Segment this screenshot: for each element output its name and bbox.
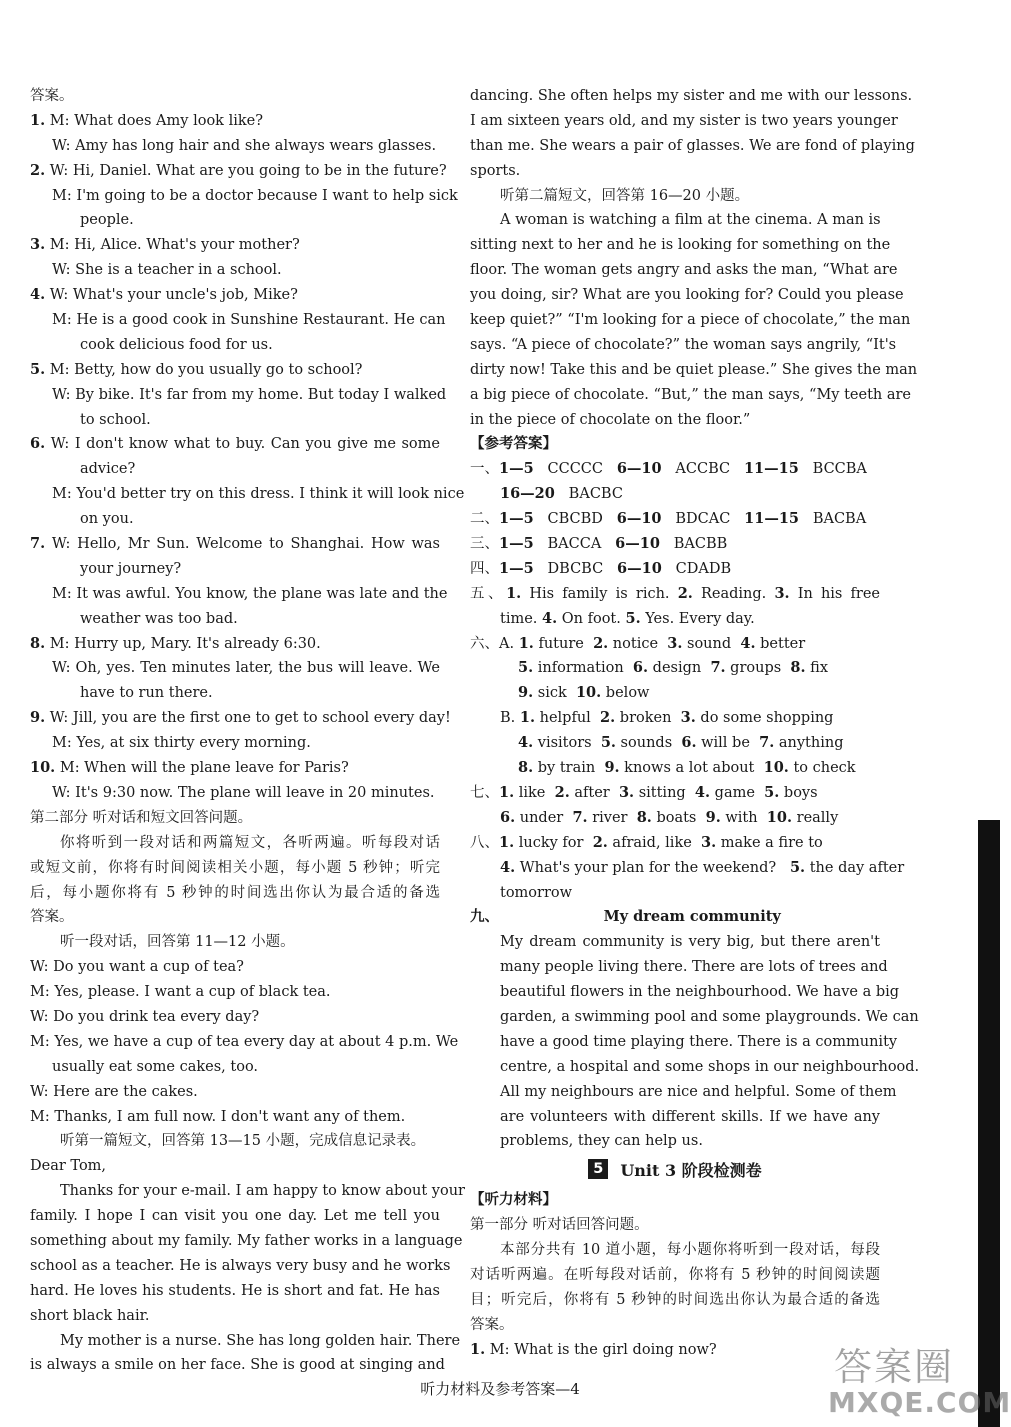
text-line: 五、1. His family is rich. 2. Reading. 3. In his free [470,584,880,602]
left-column [30,84,465,1378]
text-line: 二、1—5 CBCBD 6—10 BDCAC 11—15 BACBA [470,510,867,528]
text-line: 2. W: Hi, Daniel. What are you going to be in the future? [30,161,447,179]
text-line: 9. W: Jill, you are the first one to get to school every day! [30,709,451,727]
text-line: 后，每小题你将有 5 秒钟的时间选出你认为最合适的备选 [30,884,440,901]
right-top-block [470,84,918,905]
text-line: M: Yes, please. I want a cup of black tea. [30,984,331,1001]
essay-line: garden, a swimming pool and some playgrounds. We can [500,1008,919,1025]
watermark-url: MXQE.COM [828,1386,1011,1419]
text-line: keep quiet?” “I'm looking for a piece of chocolate,” the man [470,312,911,329]
text-line: you doing, sir? What are you looking for? Could you please [470,287,904,304]
essay-line: problems, they can help us. [500,1133,703,1150]
text-line: W: Oh, yes. Ten minutes later, the bus will leave. We [52,660,440,677]
text-line: 10. M: When will the plane leave for Paris? [30,759,349,777]
text-line: sports. [470,162,521,179]
edge-tab-bar [978,820,1000,1427]
text-line: a big piece of chocolate. “But,” the man says, “My teeth are [470,386,912,403]
text-line: time. 4. On foot. 5. Yes. Every day. [500,609,755,627]
text-line: 听第一篇短文，回答第 13—15 小题，完成信息记录表。 [60,1133,426,1150]
text-line: M: Yes, we have a cup of tea every day at about 4 p.m. We [30,1033,459,1050]
text-line: 听一段对话，回答第 11—12 小题。 [60,934,295,951]
essay-line: have a good time playing there. There is a community [500,1033,898,1050]
text-line: M: He is a good cook in Sunshine Restaurant. He can [52,312,446,329]
text-line: I am sixteen years old, and my sister is two years younger [470,112,898,129]
text-line: 或短文前，你将有时间阅读相关小题，每小题 5 秒钟；听完 [30,859,440,876]
text-line: dirty now! Take this and be quiet please.” She gives the man [470,361,918,378]
text-line: 对话听两遍。在听每段对话前，你将有 5 秒钟的时间阅读题 [470,1266,880,1283]
text-line: people. [80,212,134,229]
text-line: M: Yes, at six thirty every morning. [52,735,311,752]
text-line: have to run there. [80,685,213,702]
text-line: 听第二篇短文，回答第 16—20 小题。 [500,187,750,204]
text-line: 1. M: What is the girl doing now? [470,1340,717,1358]
text-line: M: It was awful. You know, the plane was late and the [52,585,448,602]
text-line: is always a smile on her face. She is good at singing and [30,1357,445,1374]
text-line: 三、1—5 BACCA 6—10 BACBB [470,535,728,553]
text-line: usually eat some cakes, too. [52,1058,259,1075]
essay-line: many people living there. There are lots of trees and [500,959,888,976]
text-line: W: Here are the cakes. [30,1083,198,1100]
text-line: tomorrow [500,884,573,901]
essay-block [470,930,920,1154]
text-line: Thanks for your e-mail. I am happy to know about your [60,1183,465,1200]
text-line: W: It's 9:30 now. The plane will leave in 20 minutes. [52,784,435,801]
text-line: Dear Tom, [30,1158,107,1175]
text-line: advice? [80,461,136,478]
text-line: dancing. She often helps my sister and me with our lessons. [470,88,913,104]
watermark-logo [828,1330,1011,1422]
text-line: to school. [80,411,151,428]
unit-title: Unit 3 阶段检测卷 [620,1160,762,1180]
text-line: W: Do you drink tea every day? [30,1008,260,1025]
page-footer: 听力材料及参考答案—4 [420,1380,580,1398]
text-line: in the piece of chocolate on the floor.” [470,411,751,428]
text-line: 第二部分 听对话和短文回答问题。 [30,809,253,826]
text-line: 本部分共有 10 道小题，每小题你将听到一段对话，每段 [500,1242,880,1259]
text-line: 4. What's your plan for the weekend? 5. the day after [500,858,905,876]
essay-title: My dream community [603,908,781,926]
essay-line: are volunteers with different skills. If we have any [500,1108,880,1125]
text-line: 四、1—5 DBCBC 6—10 CDADB [470,559,732,577]
text-line: hard. He loves his students. He is short and fat. He has [30,1282,440,1299]
text-line: 你将听到一段对话和两篇短文，各听两遍。听每段对话 [60,834,440,851]
right-column [470,84,920,1363]
text-line: 目；听完后，你将有 5 秒钟的时间选出你认为最合适的备选 [470,1291,880,1308]
text-line: M: Thanks, I am full now. I don't want any of them. [30,1108,406,1125]
text-line: 答案。 [30,909,74,926]
unit-header [470,1156,880,1182]
text-line: cook delicious food for us. [80,336,273,353]
text-line: 6. W: I don't know what to buy. Can you give me some [30,435,440,453]
text-line: W: By bike. It's far from my home. But today I walked [52,386,447,403]
text-line: 第一部分 听对话回答问题。 [470,1217,649,1234]
text-line: W: Amy has long hair and she always wears glasses. [52,137,437,154]
text-line: than me. She wears a pair of glasses. We are fond of playing [470,137,915,154]
text-line: short black hair. [30,1307,150,1324]
text-line: M: You'd better try on this dress. I think it will look nice [52,486,465,503]
text-line: 3. M: Hi, Alice. What's your mother? [30,236,300,254]
dream-heading [470,905,880,930]
section-number: 九、 [470,908,499,926]
text-line: 答案。 [470,1316,514,1333]
text-line: 八、1. lucky for 2. afraid, like 3. make a fire to [470,833,823,851]
text-line: on you. [80,511,134,528]
essay-line: All my neighbours are nice and helpful. Some of them [500,1083,897,1100]
text-line: 六、A. 1. future 2. notice 3. sound 4. better [470,634,806,652]
text-line: W: Do you want a cup of tea? [30,959,244,976]
text-line: 8. by train 9. knows a lot about 10. to check [518,759,856,777]
text-line: school as a teacher. He is always very busy and he works [30,1257,451,1274]
text-line: floor. The woman gets angry and asks the man, “What are [470,262,898,279]
text-line: says. “A piece of chocolate?” the woman says angrily, “It's [470,336,897,353]
text-line: your journey? [80,560,182,577]
text-line: 【听力材料】 [470,1191,557,1209]
text-line: 4. visitors 5. sounds 6. will be 7. anything [518,734,844,752]
right-bottom-block [470,1188,880,1362]
text-line: 7. W: Hello, Mr Sun. Welcome to Shanghai. How was [30,535,440,553]
text-line: A woman is watching a film at the cinema. A man is [500,212,881,229]
text-line: My mother is a nurse. She has long golden hair. There [60,1332,461,1349]
text-line: 答案。 [30,88,74,104]
essay-line: beautiful flowers in the neighbourhood. We have a big [500,984,900,1001]
text-line: 8. M: Hurry up, Mary. It's already 6:30. [30,634,321,652]
text-line: 一、1—5 CCCCC 6—10 ACCBC 11—15 BCCBA [470,460,867,478]
text-line: something about my family. My father works in a language [30,1232,463,1249]
unit-number-badge: 5 [588,1159,608,1179]
text-line: 16—20 BACBC [500,485,623,503]
text-line: M: I'm going to be a doctor because I want to help sick [52,187,458,204]
text-line: B. 1. helpful 2. broken 3. do some shopping [500,709,834,727]
text-line: family. I hope I can visit you one day. Let me tell you [30,1208,440,1225]
text-line: weather was too bad. [80,610,238,627]
text-line: W: She is a teacher in a school. [52,262,282,279]
text-line: 5. M: Betty, how do you usually go to school? [30,360,363,378]
text-line: sitting next to her and he is looking for something on the [470,237,891,254]
essay-line: centre, a hospital and some shops in our neighbourhood. [500,1058,920,1075]
text-line: 6. under 7. river 8. boats 9. with 10. really [500,808,839,826]
text-line: 【参考答案】 [470,435,557,453]
text-line: 4. W: What's your uncle's job, Mike? [30,286,298,304]
text-line: 5. information 6. design 7. groups 8. fix [518,659,829,677]
text-line: 七、1. like 2. after 3. sitting 4. game 5. boys [470,783,818,801]
essay-line: My dream community is very big, but there aren't [500,934,880,951]
watermark-text: 答案圈 [834,1345,955,1389]
text-line: 9. sick 10. below [518,684,650,702]
text-line: 1. M: What does Amy look like? [30,111,263,129]
